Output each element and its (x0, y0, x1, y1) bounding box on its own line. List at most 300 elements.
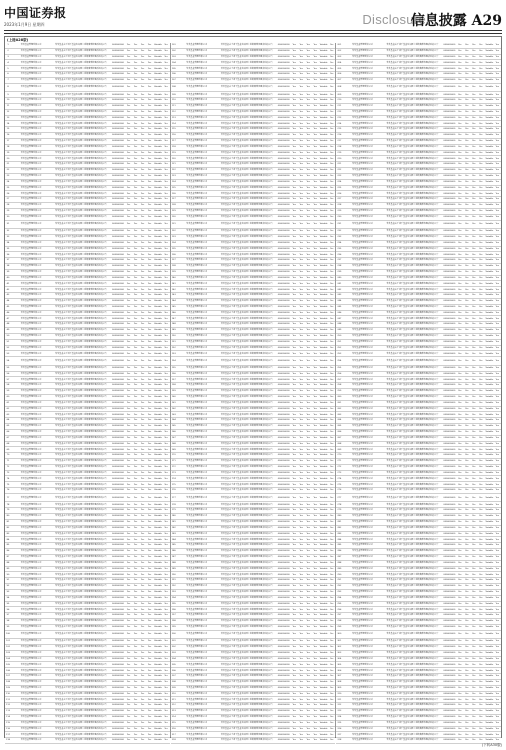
table-cell: 某某基金关于旗下基金参加网上直销费率优惠活动的公告 (386, 300, 439, 303)
table-cell: Yes (472, 241, 476, 244)
table-cell: Yes (299, 86, 303, 89)
table-cell: Yes (133, 550, 138, 553)
table-cell: 某某基金管理有限公司 (20, 50, 42, 53)
table-cell: 某某基金管理有限公司 (20, 93, 42, 96)
table-cell: Yes (458, 602, 462, 605)
table-cell: 187 (171, 556, 176, 559)
table-cell: Yes (472, 419, 476, 422)
table-cell: 某某基金关于旗下基金参加网上直销费率优惠活动的公告 (220, 340, 273, 343)
table-cell: 000000000 (443, 198, 456, 201)
table-cell: Votable (485, 335, 494, 338)
table-cell: Yes (133, 733, 138, 736)
table-cell: Yes (495, 236, 500, 239)
table-cell: 某某基金关于旗下基金参加网上直销费率优惠活动的公告 (220, 372, 273, 375)
table-cell: 000000000 (112, 596, 124, 599)
table-cell: 某某基金关于旗下基金参加网上直销费率优惠活动的公告 (220, 669, 273, 672)
table-cell: 某某基金管理有限公司 (20, 733, 42, 736)
table-cell: 106 (171, 73, 176, 76)
table-cell: Yes (126, 675, 131, 678)
table-cell: 某某基金关于旗下基金参加网上直销费率优惠活动的公告 (386, 67, 439, 70)
table-cell: 109 (171, 93, 176, 96)
table-cell: Yes (292, 110, 296, 113)
table-cell: 某某基金管理有限公司 (20, 175, 42, 178)
table-cell: Yes (133, 567, 138, 570)
table-cell: Votable (154, 210, 162, 213)
table-cell: 某某基金关于旗下基金参加网上直销费率优惠活动的公告 (220, 704, 273, 707)
table-cell: Yes (495, 620, 500, 623)
table-cell: 某某基金管理有限公司 (20, 210, 42, 213)
table-cell: Yes (465, 145, 469, 148)
table-cell: 某某基金管理有限公司 (20, 579, 42, 582)
table-cell: Votable (485, 271, 494, 274)
table-cell: Yes (147, 186, 152, 189)
table-cell: Votable (485, 496, 494, 499)
table-cell: Yes (147, 710, 152, 713)
table-cell: Yes (306, 50, 310, 53)
table-cell: Yes (299, 300, 303, 303)
table-cell: Yes (458, 538, 462, 541)
table-cell: 000000000 (443, 128, 456, 131)
table-cell: Yes (147, 698, 152, 701)
table-cell: Yes (299, 652, 303, 655)
table-cell: Votable (485, 204, 494, 207)
table-cell: 000000000 (443, 323, 456, 326)
table-cell: 182 (171, 526, 176, 529)
table-cell: Yes (313, 448, 317, 451)
table-cell: 64 (6, 419, 10, 422)
table-cell: 某某基金管理有限公司 (20, 359, 42, 362)
table-cell: 24 (6, 180, 10, 183)
table-cell: Yes (126, 460, 131, 463)
table-cell: 某某基金管理有限公司 (20, 515, 42, 518)
table-cell: Yes (299, 640, 303, 643)
table-cell: Yes (329, 620, 334, 623)
table-cell: 000000000 (277, 431, 290, 434)
table-cell: Yes (306, 110, 310, 113)
table-cell: Yes (164, 407, 168, 410)
table-cell: Yes (465, 265, 469, 268)
table-cell: 000000000 (112, 145, 124, 148)
table-cell: Yes (313, 515, 317, 518)
table-cell: Yes (292, 503, 296, 506)
table-cell: Yes (329, 509, 334, 512)
table-cell: 000000000 (443, 442, 456, 445)
table-cell: Yes (126, 620, 131, 623)
table-cell: Yes (329, 366, 334, 369)
table-cell: Yes (147, 739, 152, 742)
table-cell: Yes (465, 61, 469, 64)
table-cell: Votable (154, 265, 162, 268)
table-cell: 272 (337, 466, 342, 469)
table-cell: 000000000 (443, 515, 456, 518)
table-cell: Yes (329, 359, 334, 362)
table-cell: Yes (479, 698, 483, 701)
table-cell: 201 (171, 640, 176, 643)
table-cell: Yes (472, 300, 476, 303)
table-cell: Yes (292, 230, 296, 233)
table-cell: Yes (329, 401, 334, 404)
table-cell: Yes (313, 407, 317, 410)
table-cell: Yes (465, 329, 469, 332)
table-cell: Yes (465, 236, 469, 239)
table-cell: 27 (6, 198, 10, 201)
table-cell: 某某基金管理有限公司 (186, 419, 208, 422)
table-cell: Votable (154, 687, 162, 689)
table-cell: 某某基金关于旗下基金参加网上直销费率优惠活动的公告 (220, 122, 273, 125)
table-cell: 000000000 (443, 265, 456, 268)
table-cell: Yes (465, 496, 469, 499)
table-cell: Votable (319, 657, 328, 660)
table-cell: 121 (171, 163, 176, 166)
table-cell: Yes (299, 596, 303, 599)
table-cell: Yes (465, 346, 469, 349)
table-cell: Yes (495, 134, 500, 137)
table-cell: Yes (306, 710, 310, 713)
table-cell: Yes (126, 192, 131, 195)
table-cell: Yes (164, 448, 168, 451)
table-cell: Yes (472, 692, 476, 695)
table-cell: Yes (164, 663, 168, 666)
table-cell: 000000000 (277, 407, 290, 410)
table-cell: Votable (319, 61, 328, 64)
table-cell: 000000000 (443, 276, 456, 279)
table-cell: Yes (306, 44, 310, 47)
table-cell: Yes (164, 567, 168, 570)
table-cell: 000000000 (443, 335, 456, 338)
table-cell: 某某基金关于旗下基金参加网上直销费率优惠活动的公告 (55, 721, 107, 724)
table-cell: Yes (164, 390, 168, 393)
table-cell: Yes (299, 509, 303, 512)
table-cell: 000000000 (112, 128, 124, 131)
table-cell: Yes (313, 419, 317, 422)
table-cell: Yes (479, 733, 483, 736)
table-cell: Votable (154, 288, 162, 291)
table-cell: 000000000 (443, 556, 456, 559)
table-cell: 260 (337, 396, 342, 399)
table-cell: 某某基金关于旗下基金参加网上直销费率优惠活动的公告 (55, 483, 107, 486)
table-cell: 000000000 (443, 663, 456, 666)
table-cell: Yes (329, 687, 334, 689)
table-cell: Votable (154, 608, 162, 611)
table-cell: 某某基金管理有限公司 (186, 50, 208, 53)
table-cell: 某某基金关于旗下基金参加网上直销费率优惠活动的公告 (55, 591, 107, 594)
table-cell: 某某基金关于旗下基金参加网上直销费率优惠活动的公告 (220, 317, 273, 320)
table-cell: Yes (164, 596, 168, 599)
table-cell: Votable (154, 180, 162, 183)
table-cell: 000000000 (443, 67, 456, 70)
table-cell: Yes (465, 288, 469, 291)
table-cell: 277 (337, 496, 342, 499)
table-cell: Votable (485, 681, 494, 684)
table-cell: Yes (306, 585, 310, 588)
table-cell: Yes (465, 300, 469, 303)
table-cell: 000000000 (112, 215, 124, 218)
table-cell: Votable (319, 573, 328, 576)
table-cell: 某某基金管理有限公司 (186, 236, 208, 239)
table-cell: 某某基金管理有限公司 (20, 134, 42, 137)
table-cell: Yes (495, 509, 500, 512)
table-cell: 189 (171, 567, 176, 570)
table-cell: Yes (292, 241, 296, 244)
table-cell: 000000000 (443, 471, 456, 474)
table-cell: Yes (465, 157, 469, 160)
table-cell: 某某基金管理有限公司 (186, 265, 208, 268)
table-cell: 某某基金关于旗下基金参加网上直销费率优惠活动的公告 (220, 407, 273, 410)
table-cell: 000000000 (443, 640, 456, 643)
table-cell: Votable (154, 556, 162, 559)
table-cell: Yes (472, 390, 476, 393)
table-cell: Yes (329, 407, 334, 410)
table-cell: Yes (329, 61, 334, 64)
table-cell: 130 (171, 215, 176, 218)
table-cell: Yes (495, 335, 500, 338)
table-cell: Votable (154, 585, 162, 588)
table-cell: 某某基金管理有限公司 (20, 329, 42, 332)
table-cell: 000000000 (443, 698, 456, 701)
table-cell: 12 (6, 110, 10, 113)
table-cell: Yes (140, 733, 145, 736)
table-cell: 000000000 (443, 561, 456, 564)
table-cell: Yes (299, 419, 303, 422)
table-cell: 205 (337, 67, 342, 70)
table-cell: Yes (458, 157, 462, 160)
table-cell: Yes (329, 151, 334, 154)
newspaper-logo: 中国证券报 (4, 6, 67, 20)
table-cell: Yes (472, 532, 476, 535)
table-cell: Votable (319, 704, 328, 707)
table-cell: 某某基金管理有限公司 (186, 186, 208, 189)
table-cell: Yes (458, 247, 462, 250)
table-cell: Yes (458, 704, 462, 707)
table-cell: Yes (292, 372, 296, 375)
table-cell: Yes (479, 550, 483, 553)
table-cell: Yes (458, 359, 462, 362)
table-cell: Yes (472, 733, 476, 736)
table-cell: 某某基金关于旗下基金参加网上直销费率优惠活动的公告 (220, 169, 273, 172)
table-cell: Yes (299, 448, 303, 451)
table-cell: Yes (133, 128, 138, 131)
table-cell: 000000000 (277, 122, 290, 125)
table-cell: 000000000 (277, 128, 290, 131)
table-cell: 000000000 (443, 288, 456, 291)
table-cell: Yes (458, 466, 462, 469)
table-cell: 某某基金关于旗下基金参加网上直销费率优惠活动的公告 (55, 436, 107, 439)
table-cell: 164 (171, 419, 176, 422)
table-cell: Yes (140, 515, 145, 518)
table-cell: 某某基金管理有限公司 (351, 271, 373, 274)
table-cell: Yes (329, 93, 334, 96)
table-cell: 11 (6, 105, 10, 108)
table-cell: Yes (313, 151, 317, 154)
table-cell: 000000000 (112, 626, 124, 629)
table-cell: 某某基金关于旗下基金参加网上直销费率优惠活动的公告 (386, 99, 439, 102)
table-cell: 某某基金管理有限公司 (186, 442, 208, 445)
table-cell: Yes (133, 442, 138, 445)
table-cell: Yes (479, 646, 483, 649)
table-cell: Yes (458, 561, 462, 564)
table-cell: 某某基金关于旗下基金参加网上直销费率优惠活动的公告 (55, 116, 107, 119)
table-cell: Yes (495, 180, 500, 183)
table-cell: Yes (164, 323, 168, 326)
table-cell: 000000000 (277, 556, 290, 559)
table-cell: Yes (140, 352, 145, 355)
table-cell: 000000000 (112, 372, 124, 375)
table-row (171, 221, 336, 233)
table-cell: 某某基金关于旗下基金参加网上直销费率优惠活动的公告 (220, 61, 273, 64)
table-cell: 某某基金关于旗下基金参加网上直销费率优惠活动的公告 (220, 236, 273, 239)
table-cell: Yes (126, 390, 131, 393)
table-cell: 某某基金管理有限公司 (20, 105, 42, 108)
table-cell: 000000000 (112, 192, 124, 195)
table-cell: Yes (292, 116, 296, 119)
table-cell: 000000000 (112, 79, 124, 82)
table-cell: 000000000 (277, 61, 290, 64)
table-cell: Yes (140, 73, 145, 76)
table-cell: Yes (133, 186, 138, 189)
table-cell: 180 (171, 515, 176, 518)
table-cell: 000000000 (443, 579, 456, 582)
table-cell: 000000000 (112, 663, 124, 666)
table-cell: 000000000 (277, 151, 290, 154)
table-cell: Yes (495, 198, 500, 201)
table-cell: Yes (479, 378, 483, 381)
table-cell: Yes (313, 733, 317, 736)
table-cell: 某某基金关于旗下基金参加网上直销费率优惠活动的公告 (55, 390, 107, 393)
table-cell: 某某基金管理有限公司 (351, 739, 373, 742)
table-cell: 某某基金管理有限公司 (20, 556, 42, 559)
table-cell: 89 (6, 567, 10, 570)
table-cell: Yes (306, 157, 310, 160)
table-cell: 127 (171, 198, 176, 201)
table-cell: Yes (495, 401, 500, 404)
table-cell: Yes (472, 192, 476, 195)
table-cell: 某某基金关于旗下基金参加网上直销费率优惠活动的公告 (55, 633, 107, 636)
table-cell: Yes (313, 163, 317, 166)
table-cell: Yes (126, 105, 131, 108)
table-cell: Yes (465, 646, 469, 649)
table-cell: Yes (306, 704, 310, 707)
table-cell: Yes (292, 67, 296, 70)
table-cell: Yes (479, 215, 483, 218)
table-cell: 某某基金关于旗下基金参加网上直销费率优惠活动的公告 (55, 61, 107, 64)
table-cell: 150 (171, 335, 176, 338)
table-cell: 84 (6, 538, 10, 541)
table-cell: Yes (292, 608, 296, 611)
table-cell: 某某基金关于旗下基金参加网上直销费率优惠活动的公告 (386, 359, 439, 362)
table-cell: Yes (472, 99, 476, 102)
table-cell: 000000000 (112, 431, 124, 434)
table-cell: Votable (485, 652, 494, 655)
table-cell: Yes (306, 366, 310, 369)
table-cell: Yes (472, 288, 476, 291)
table-cell: 116 (6, 727, 10, 730)
table-cell: Yes (313, 567, 317, 570)
table-cell: Yes (140, 282, 145, 285)
table-cell: 某某基金管理有限公司 (20, 614, 42, 617)
table-cell: Yes (147, 585, 152, 588)
table-cell: Yes (292, 687, 296, 689)
table-cell: 234 (337, 241, 342, 244)
table-cell: 000000000 (112, 442, 124, 445)
table-cell: 某某基金管理有限公司 (351, 538, 373, 541)
table-cell: 某某基金关于旗下基金参加网上直销费率优惠活动的公告 (386, 521, 439, 524)
table-cell: 某某基金关于旗下基金参加网上直销费率优惠活动的公告 (386, 436, 439, 439)
table-cell: 某某基金关于旗下基金参加网上直销费率优惠活动的公告 (386, 335, 439, 338)
table-cell: Yes (313, 122, 317, 125)
table-cell: 某某基金管理有限公司 (186, 567, 208, 570)
table-cell: Yes (472, 431, 476, 434)
table-cell: 286 (337, 550, 342, 553)
table-cell: 163 (171, 413, 176, 416)
table-cell: Yes (465, 687, 469, 689)
table-cell: Yes (313, 454, 317, 457)
table-cell: Yes (126, 157, 131, 160)
table-cell: Yes (126, 223, 131, 226)
table-cell: 000000000 (277, 169, 290, 172)
masthead (0, 0, 506, 32)
table-cell: Yes (495, 359, 500, 362)
table-cell: 某某基金关于旗下基金参加网上直销费率优惠活动的公告 (386, 163, 439, 166)
table-cell: 318 (337, 739, 342, 742)
table-cell: Yes (313, 204, 317, 207)
table-cell: Votable (154, 223, 162, 226)
table-cell: Yes (126, 384, 131, 387)
table-cell: Yes (495, 602, 500, 605)
table-cell: 某某基金关于旗下基金参加网上直销费率优惠活动的公告 (220, 687, 273, 689)
table-cell: 某某基金管理有限公司 (20, 276, 42, 279)
table-cell: 某某基金管理有限公司 (186, 687, 208, 689)
table-cell: Yes (313, 608, 317, 611)
table-cell: Yes (306, 311, 310, 314)
table-cell: Yes (147, 105, 152, 108)
table-cell: 5 (7, 67, 9, 70)
table-cell: 某某基金关于旗下基金参加网上直销费率优惠活动的公告 (55, 396, 107, 399)
table-cell: Yes (472, 652, 476, 655)
table-cell: 114 (6, 716, 10, 719)
table-cell: 205 (171, 663, 176, 666)
table-cell: Votable (485, 93, 494, 96)
table-cell: Yes (292, 271, 296, 274)
table-cell: 000000000 (443, 602, 456, 605)
table-cell: 313 (337, 710, 342, 713)
table-cell: 153 (171, 352, 176, 355)
table-cell: 某某基金管理有限公司 (186, 591, 208, 594)
table-cell: Yes (458, 73, 462, 76)
table-cell: Votable (485, 140, 494, 143)
table-cell: Yes (292, 640, 296, 643)
table-cell: Yes (164, 721, 168, 724)
table-cell: Yes (458, 698, 462, 701)
table-cell: Yes (479, 44, 483, 47)
table-cell: Votable (154, 640, 162, 643)
table-cell: Yes (306, 496, 310, 499)
table-cell: Yes (479, 335, 483, 338)
table-cell: Yes (126, 93, 131, 96)
table-cell: Yes (479, 329, 483, 332)
table-cell: Yes (299, 346, 303, 349)
table-cell: Yes (140, 419, 145, 422)
table-cell: Votable (154, 401, 162, 404)
table-cell: 000000000 (277, 633, 290, 636)
table-cell: Yes (133, 151, 138, 154)
table-cell: 000000000 (112, 359, 124, 362)
table-cell: 某某基金管理有限公司 (351, 716, 373, 719)
table-cell: Yes (472, 669, 476, 672)
table-cell: Yes (458, 675, 462, 678)
table-cell: Yes (472, 716, 476, 719)
table-cell: Yes (292, 236, 296, 239)
table-cell: Yes (306, 241, 310, 244)
